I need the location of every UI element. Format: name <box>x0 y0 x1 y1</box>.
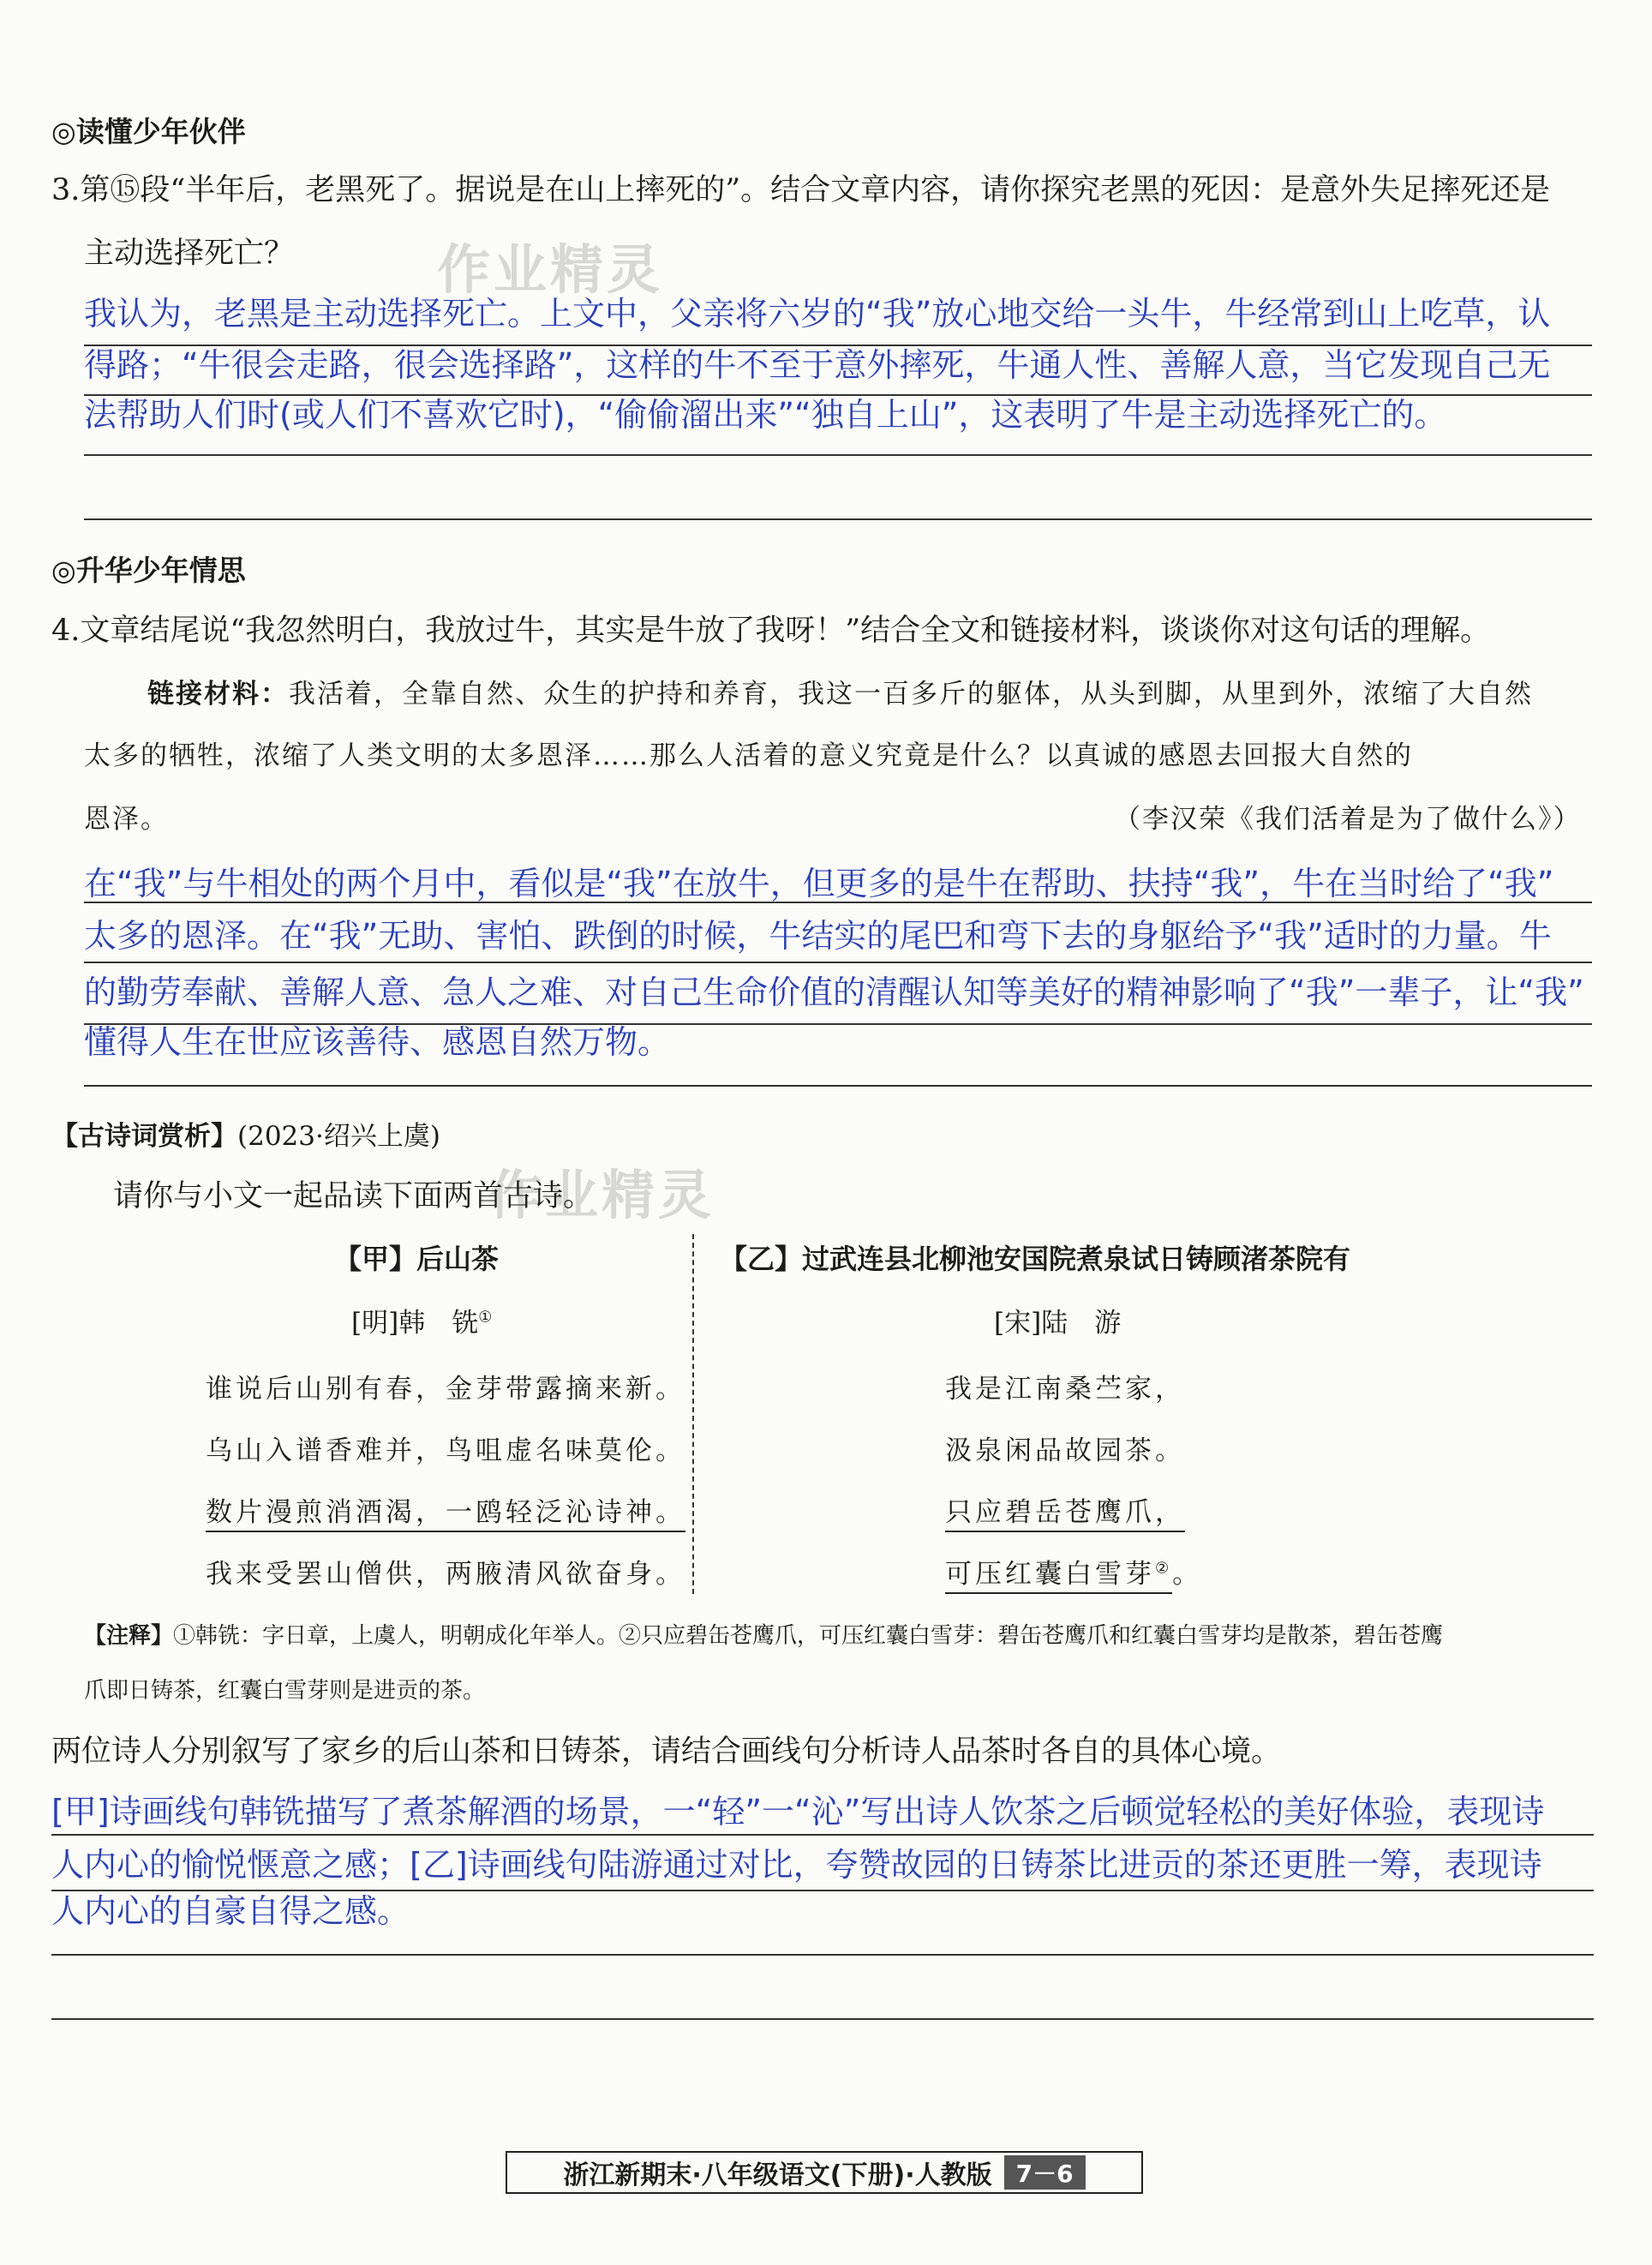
poem-b-title: 【乙】过武连县北柳池安国院煮泉试日铸顾渚茶院有 <box>720 1243 1351 1275</box>
answer-3-line3: 法帮助人们时(或人们不喜欢它时)，“偷偷溜出来”“独自上山”，这表明了牛是主动选择死亡的。 <box>84 396 1447 434</box>
link-material-label: 链接材料： <box>147 679 289 710</box>
poetry-answer-line2: 人内心的愉悦惬意之感；[乙]诗画线句陆游通过对比，夸赞故园的日铸茶比进贡的茶还更胜一筹，表现诗 <box>51 1846 1542 1884</box>
poetry-answer-line1: [甲]诗画线句韩铣描写了煮茶解酒的场景，一“轻”一“沁”写出诗人饮茶之后顿觉轻松的美好体验，表现诗 <box>51 1793 1545 1831</box>
notes-line1: 【注释】①韩铣：字日章，上虞人，明朝成化年举人。②只应碧缶苍鹰爪，可压红囊白雪芽：碧缶苍鹰爪和红囊白雪芽均是散茶，碧缶苍鹰 <box>84 1623 1444 1649</box>
question-3-line1: 3.第⑮段“半年后，老黑死了。据说是在山上摔死的”。结合文章内容，请你探究老黑的死因：是意外失足摔死还是 <box>51 173 1551 207</box>
page-footer <box>506 2151 1143 2194</box>
watermark: 作业精灵 <box>437 238 664 301</box>
footer-text: 浙江新期末·八年级语文(下册)·人教版 <box>563 2160 992 2190</box>
poetry-title: 【古诗词赏析】 <box>51 1121 237 1152</box>
notes-line2: 爪即日铸茶，红囊白雪芽则是进贡的茶。 <box>84 1678 486 1704</box>
answer-3-line2: 得路；“牛很会走路，很会选择路”，这样的牛不至于意外摔死，牛通人性、善解人意，当它发现自己无 <box>84 346 1551 384</box>
poem-a-line2: 乌山入谱香难并，鸟咀虚名味莫伦。 <box>206 1435 685 1466</box>
page-number: 7－6 <box>1004 2155 1086 2190</box>
answer-4-line3: 的勤劳奉献、善解人意、急人之难、对自己生命价值的清醒认知等美好的精神影响了“我”一辈子，让“我” <box>84 974 1584 1011</box>
answer-4-line1: 在“我”与牛相处的两个月中，看似是“我”在放牛，但更多的是牛在帮助、扶持“我”，牛在当时给了“我” <box>84 865 1554 902</box>
question-4-line1: 4.文章结尾说“我忽然明白，我放过牛，其实是牛放了我呀！”结合全文和链接材料，谈谈你对这句话的理解。 <box>51 614 1491 648</box>
link-material-line3: 恩泽。 <box>84 804 169 835</box>
answer-3-line1: 我认为，老黑是主动选择死亡。上文中，父亲将六岁的“我”放心地交给一头牛，牛经常到山上吃草，认 <box>84 295 1551 333</box>
poetry-source: (2023·绍兴上虞) <box>237 1121 440 1152</box>
poem-a-author: [明]韩 铣① <box>351 1308 493 1339</box>
poem-a-line1: 谁说后山别有春，金芽带露摘来新。 <box>206 1374 685 1405</box>
answer-4-line4: 懂得人生在世应该善待、感恩自然万物。 <box>84 1023 671 1061</box>
poem-a-line3: 数片漫煎消酒渴，一鸥轻泛沁诗神。 <box>206 1490 685 1529</box>
material-source: （李汉荣《我们活着是为了做什么》） <box>1114 804 1582 835</box>
question-3-line2: 主动选择死亡？ <box>84 237 295 271</box>
answer-4-line2: 太多的恩泽。在“我”无助、害怕、跌倒的时候，牛结实的尾巴和弯下去的身躯给予“我”适时的力量。牛 <box>84 917 1552 955</box>
poem-a-title: 【甲】后山茶 <box>334 1243 500 1275</box>
link-material-line2: 太多的牺牲，浓缩了人类文明的太多恩泽……那么人活着的意义究竟是什么？以真诚的感恩去回报大自然的 <box>84 740 1413 771</box>
poetry-question: 两位诗人分别叙写了家乡的后山茶和日铸茶，请结合画线句分析诗人品茶时各自的具体心境。 <box>51 1735 1282 1769</box>
link-material-line1: 链接材料：我活着，全靠自然、众生的护持和养育，我这一百多斤的躯体，从头到脚，从里到外，浓缩了大自然 <box>147 679 1533 710</box>
poetry-header <box>51 1114 440 1153</box>
poem-b-line4: 可压红囊白雪芽②。 <box>945 1552 1202 1591</box>
poem-b-line1: 我是江南桑苎家， <box>945 1374 1185 1405</box>
watermark: 作业精灵 <box>488 1164 715 1226</box>
poem-b-line2: 汲泉闲品故园茶。 <box>945 1435 1185 1466</box>
notes-label: 【注释】 <box>84 1623 174 1649</box>
poem-b-line3: 只应碧岳苍鹰爪， <box>945 1490 1185 1529</box>
poem-a-line4: 我来受罢山僧供，两腋清风欲奋身。 <box>206 1559 685 1590</box>
poetry-intro: 请你与小文一起品读下面两首古诗。 <box>113 1179 594 1213</box>
section-title-1: ◎读懂少年伙伴 <box>51 115 246 148</box>
poetry-answer-line3: 人内心的自豪自得之感。 <box>51 1892 410 1930</box>
section-title-2: ◎升华少年情思 <box>51 554 246 587</box>
poem-b-author: [宋]陆 游 <box>994 1308 1122 1339</box>
poem-divider <box>692 1234 694 1594</box>
